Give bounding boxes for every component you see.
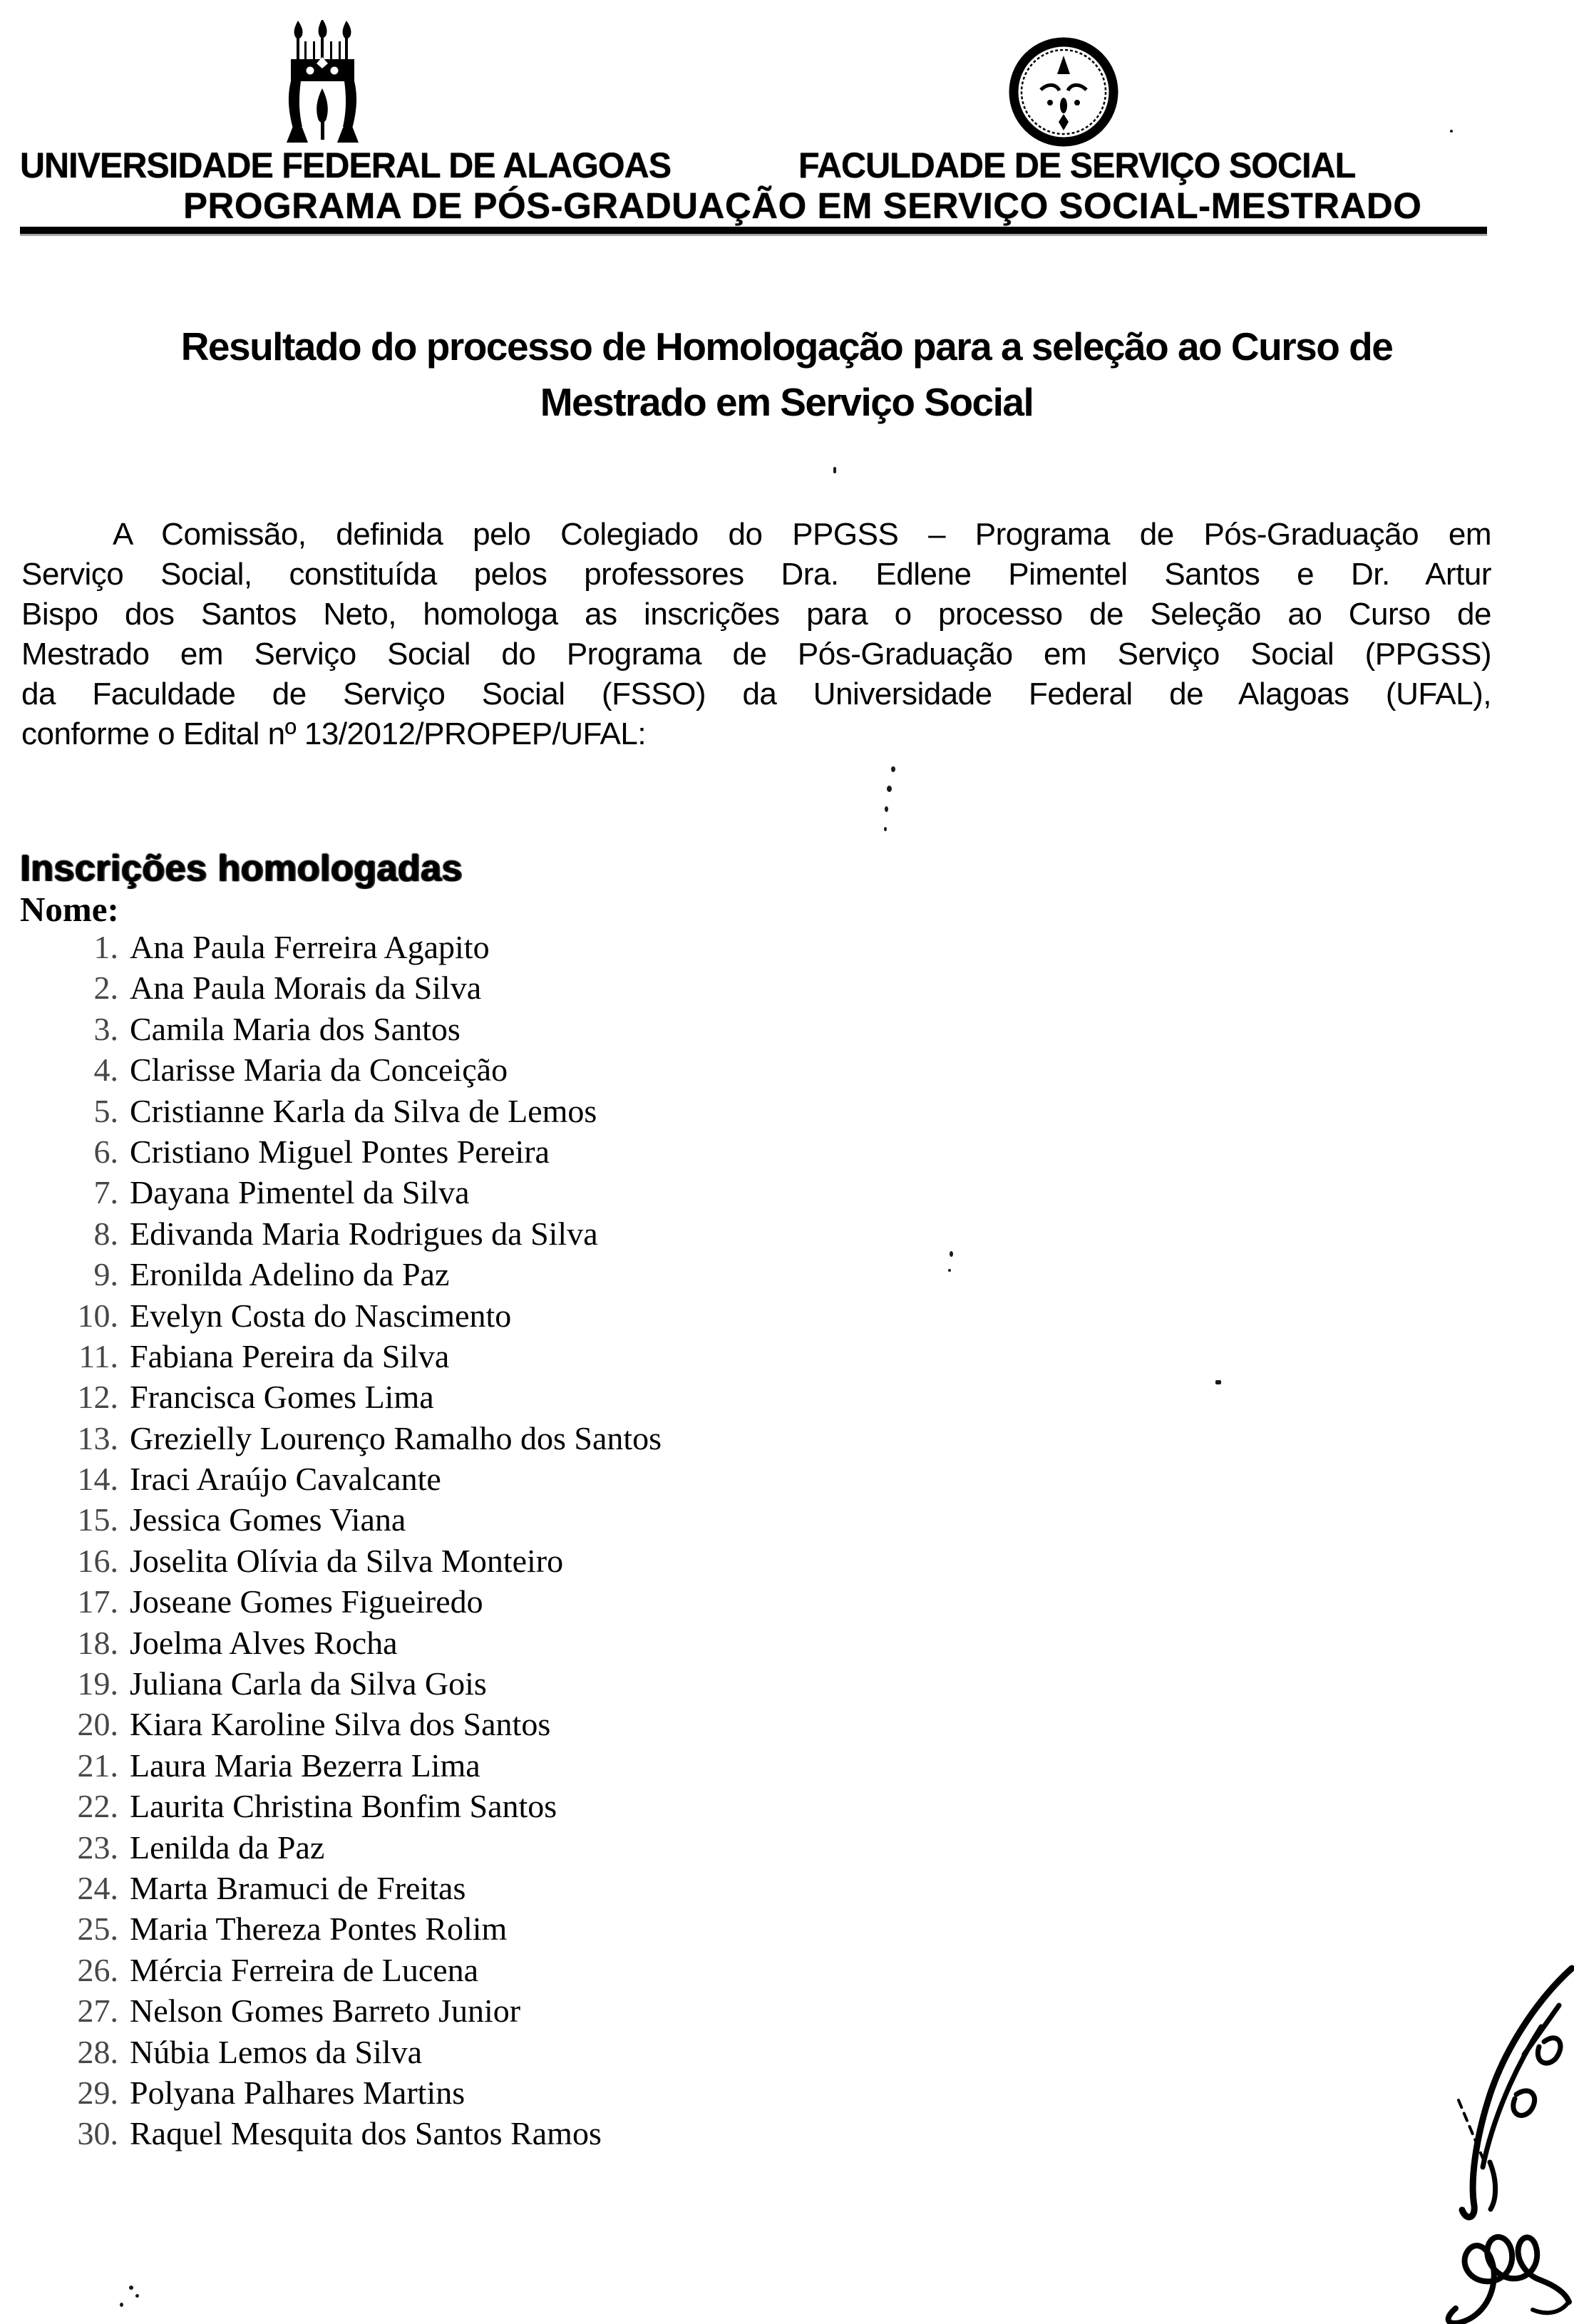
list-item-number: 4.: [93, 1052, 118, 1089]
applicant-name: Mércia Ferreira de Lucena: [130, 1951, 479, 1988]
list-item-number: 11.: [78, 1337, 118, 1374]
paragraph-line: conforme o Edital nº 13/2012/PROPEP/UFAL:: [21, 716, 647, 751]
section-heading: Inscrições homologadas: [20, 848, 463, 889]
list-item-number: 19.: [77, 1665, 118, 1702]
scan-speck: [884, 827, 887, 831]
scan-speck: [887, 786, 892, 792]
initials-icon: [1449, 2237, 1569, 2323]
list-item-number: 10.: [77, 1297, 118, 1334]
list-item-number: 29.: [77, 2074, 118, 2111]
applicant-name: Iraci Araújo Cavalcante: [130, 1461, 441, 1498]
applicant-name: Jessica Gomes Viana: [130, 1501, 406, 1538]
applicant-name: Ana Paula Ferreira Agapito: [130, 929, 490, 965]
scan-speck: [891, 766, 895, 772]
applicant-name: Francisca Gomes Lima: [130, 1379, 434, 1416]
applicant-name: Maria Thereza Pontes Rolim: [130, 1911, 508, 1948]
applicant-name: Clarisse Maria da Conceição: [130, 1052, 508, 1089]
scan-speck: [1215, 1380, 1221, 1384]
list-item-number: 2.: [93, 970, 118, 1007]
list-item-number: 3.: [93, 1010, 118, 1047]
scan-speck: [950, 1251, 953, 1257]
signature-icon: [1459, 1968, 1572, 2217]
applicant-name: Cristiano Miguel Pontes Pereira: [130, 1133, 550, 1170]
applicant-name: Eronilda Adelino da Paz: [130, 1256, 450, 1293]
applicant-name: Joselita Olívia da Silva Monteiro: [130, 1542, 564, 1579]
paragraph-line: Bispo dos Santos Neto, homologa as inscrições para o processo de Seleção ao Curso de: [21, 597, 1491, 632]
applicant-name: Núbia Lemos da Silva: [130, 2033, 423, 2070]
list-item-number: 15.: [77, 1501, 118, 1538]
applicant-name: Fabiana Pereira da Silva: [130, 1337, 450, 1374]
list-item-number: 22.: [77, 1788, 118, 1825]
list-item-number: 16.: [77, 1542, 118, 1579]
list-item-number: 18.: [77, 1624, 118, 1661]
applicant-name: Kiara Karoline Silva dos Santos: [130, 1706, 551, 1743]
list-item-number: 27.: [77, 1993, 118, 2030]
list-item-number: 1.: [93, 929, 118, 965]
list-item-number: 9.: [93, 1256, 118, 1293]
faculty-name: FACULDADE DE SERVIÇO SOCIAL: [798, 145, 1356, 185]
applicant-name: Camila Maria dos Santos: [130, 1010, 461, 1047]
scan-speck: [1450, 130, 1453, 133]
name-column-label: Nome:: [20, 890, 119, 929]
scan-speck: [948, 1269, 951, 1272]
applicant-name: Evelyn Costa do Nascimento: [130, 1297, 512, 1334]
list-item-number: 23.: [77, 1829, 118, 1866]
applicant-name: Nelson Gomes Barreto Junior: [130, 1993, 521, 2030]
list-item-number: 17.: [77, 1583, 118, 1620]
list-item-number: 28.: [77, 2033, 118, 2070]
list-item-number: 14.: [77, 1461, 118, 1498]
scan-speck: [833, 467, 836, 473]
applicant-name: Marta Bramuci de Freitas: [130, 1869, 466, 1906]
applicant-name: Dayana Pimentel da Silva: [130, 1174, 470, 1211]
list-item-number: 26.: [77, 1951, 118, 1988]
list-item-number: 7.: [93, 1174, 118, 1211]
scan-speck: [129, 2286, 133, 2290]
applicant-name: Cristianne Karla da Silva de Lemos: [130, 1092, 597, 1129]
paragraph-line: A Comissão, definida pelo Colegiado do PPGSS – Programa de Pós-Graduação em: [113, 517, 1491, 552]
scan-speck: [885, 806, 888, 812]
list-item-number: 12.: [77, 1379, 118, 1416]
title-line-1: Resultado do processo de Homologação para a seleção ao Curso de: [180, 324, 1393, 369]
applicant-name: Edivanda Maria Rodrigues da Silva: [130, 1215, 598, 1252]
list-item-number: 25.: [77, 1911, 118, 1948]
list-item-number: 30.: [77, 2115, 118, 2152]
applicant-name: Raquel Mesquita dos Santos Ramos: [130, 2115, 602, 2152]
university-name: UNIVERSIDADE FEDERAL DE ALAGOAS: [20, 145, 672, 185]
list-item-number: 5.: [93, 1092, 118, 1129]
applicant-name: Joelma Alves Rocha: [130, 1624, 398, 1661]
scan-speck: [135, 2294, 139, 2298]
applicant-name: Laura Maria Bezerra Lima: [130, 1747, 480, 1784]
paragraph-line: da Faculdade de Serviço Social (FSSO) da Universidade Federal de Alagoas (UFAL),: [21, 677, 1491, 711]
applicant-name: Ana Paula Morais da Silva: [130, 970, 482, 1007]
list-item-number: 6.: [93, 1133, 118, 1170]
list-item-number: 13.: [77, 1419, 118, 1456]
applicant-name: Joseane Gomes Figueiredo: [130, 1583, 483, 1620]
list-item-number: 20.: [77, 1706, 118, 1743]
applicant-name: Lenilda da Paz: [130, 1829, 325, 1866]
paragraph-line: Serviço Social, constituída pelos professores Dra. Edlene Pimentel Santos e Dr. Artur: [21, 557, 1491, 592]
applicant-name: Polyana Palhares Martins: [130, 2074, 465, 2111]
list-item-number: 21.: [77, 1747, 118, 1784]
program-name: PROGRAMA DE PÓS-GRADUAÇÃO EM SERVIÇO SOCIAL-MESTRADO: [183, 185, 1422, 226]
applicant-name: Grezielly Lourenço Ramalho dos Santos: [130, 1419, 662, 1456]
title-line-2: Mestrado em Serviço Social: [540, 380, 1034, 424]
list-item-number: 24.: [77, 1869, 118, 1906]
list-item-number: 8.: [93, 1215, 118, 1252]
scan-speck: [120, 2303, 123, 2307]
applicant-name: Juliana Carla da Silva Gois: [130, 1665, 487, 1702]
applicant-name: Laurita Christina Bonfim Santos: [130, 1788, 557, 1825]
paragraph-line: Mestrado em Serviço Social do Programa de Pós-Graduação em Serviço Social (PPGSS): [21, 637, 1491, 672]
